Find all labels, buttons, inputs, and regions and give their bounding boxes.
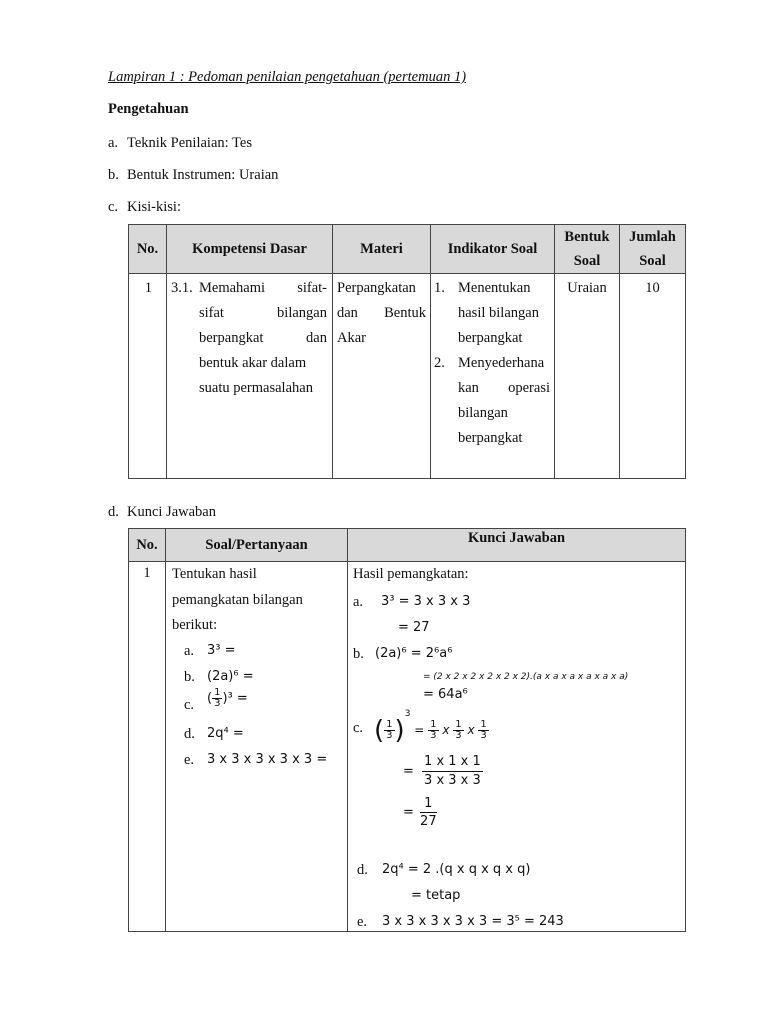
jumlah-line-1: Jumlah — [629, 229, 676, 245]
answer-d-line-1: 2q⁴ = 2 .(q x q x q x q) — [382, 862, 531, 877]
answer-e-line-1: 3 x 3 x 3 x 3 x 3 = 3⁵ = 243 — [382, 914, 564, 929]
indikator-number: 1. — [434, 280, 445, 296]
section-heading: Pengetahuan — [108, 101, 189, 117]
answer-c-line-3 — [403, 795, 437, 830]
soal-fraction-expression: ( $\frac{1}{3}$ )³ = — [207, 687, 248, 709]
fraction-denominator: 3 x 3 x 3 — [424, 773, 481, 788]
kisi-kisi-table — [128, 224, 686, 479]
kunci-jawaban-label: Kunci Jawaban — [127, 504, 216, 520]
kd-number: 3.1. — [171, 280, 193, 296]
soal-letter: c. — [184, 697, 195, 713]
bentuk-instrumen: Bentuk Instrumen: Uraian — [127, 167, 279, 183]
list-letter: d. — [108, 504, 119, 520]
answer-letter: c. — [353, 720, 364, 736]
power: 3 — [404, 709, 411, 719]
indikator-number: 2. — [434, 355, 445, 371]
col-header-no: No. — [129, 225, 167, 274]
soal-expression: 2q⁴ = — [207, 726, 244, 741]
fraction-numerator: 1 — [214, 687, 221, 698]
fraction-denominator: 3 — [480, 730, 487, 741]
table-cell-no — [129, 562, 166, 932]
kd-line: Memahami sifat- — [199, 280, 327, 296]
fraction-numerator: 1 — [430, 719, 437, 730]
col-header-indikator: Indikator Soal — [431, 225, 555, 274]
answer-c-line-1: ( $\frac{1}{3}$ )$^3$ = $\frac{1}{3}$ x $\frac{1}{3}$ x $\frac{1}{3}$ — [374, 709, 487, 746]
equals-sign: = — [403, 805, 414, 820]
kd-line: suatu permasalahan — [199, 380, 313, 396]
answer-b-line-2: = (2 x 2 x 2 x 2 x 2 x 2).(a x a x a x a x a x a) — [423, 672, 629, 682]
col-header-kompetensi: Kompetensi Dasar — [167, 225, 333, 274]
indikator-line: berpangkat — [458, 330, 523, 346]
indikator-line: Menentukan — [458, 280, 531, 296]
fraction-numerator: 1 — [420, 795, 437, 813]
times-sign: x — [442, 723, 450, 737]
answer-c-line-2 — [403, 753, 483, 790]
soal-letter: b. — [184, 669, 195, 685]
row-number: 1 — [144, 280, 152, 296]
soal-letter: e. — [184, 752, 195, 768]
indikator-line: kan operasi — [458, 380, 550, 396]
list-letter: c. — [108, 199, 119, 215]
list-letter: b. — [108, 167, 119, 183]
table-cell-no — [129, 274, 167, 479]
kd-line: sifat bilangan — [199, 305, 327, 321]
equals-sign: = — [403, 764, 414, 779]
materi-line: Akar — [337, 330, 366, 346]
table-cell-soal — [166, 562, 348, 932]
fraction-numerator: 1 x 1 x 1 — [422, 753, 483, 772]
kd-line: berpangkat dan — [199, 330, 327, 346]
answer-d-line-2: = tetap — [411, 888, 461, 903]
kunci-jawaban-table — [128, 528, 686, 932]
col-header-bentuk — [555, 225, 620, 274]
col-header-soal: Soal/Pertanyaan — [166, 529, 348, 562]
fraction-tail: ³ = — [227, 691, 248, 706]
col-header-no: No. — [129, 529, 166, 562]
col-header-materi: Materi — [333, 225, 431, 274]
answer-a-line-2: = 27 — [398, 620, 430, 635]
materi-line: Perpangkatan — [337, 280, 416, 296]
fraction-denominator: 3 — [214, 698, 221, 709]
soal-line: Tentukan hasil — [172, 566, 257, 582]
bentuk-line-1: Bentuk — [564, 229, 610, 245]
equals-sign: = — [414, 723, 425, 737]
answer-b-line-1: (2a)⁶ = 2⁶a⁶ — [375, 646, 453, 661]
times-sign: x — [467, 723, 475, 737]
fraction-denominator: 27 — [420, 814, 437, 829]
col-header-jumlah — [620, 225, 686, 274]
soal-letter: a. — [184, 643, 195, 659]
answer-intro: Hasil pemangkatan: — [353, 566, 469, 582]
indikator-line: bilangan — [458, 405, 508, 421]
teknik-penilaian: Teknik Penilaian: Tes — [127, 135, 252, 151]
jumlah-value: 10 — [645, 280, 660, 296]
fraction — [212, 688, 222, 709]
bentuk-line-2: Soal — [573, 253, 601, 269]
fraction-denominator: 3 — [455, 730, 462, 741]
answer-letter: e. — [357, 914, 368, 930]
soal-expression: (2a)⁶ = — [207, 669, 254, 684]
soal-expression: 3³ = — [207, 643, 236, 658]
soal-expression: 3 x 3 x 3 x 3 x 3 = — [207, 752, 328, 767]
fraction-denominator: 3 — [386, 730, 393, 741]
materi-line: dan Bentuk — [337, 305, 426, 321]
table-cell-jumlah — [620, 274, 686, 479]
indikator-line: hasil bilangan — [458, 305, 539, 321]
row-number: 1 — [143, 565, 151, 581]
table-cell-kunci — [348, 562, 686, 932]
table-cell-indikator — [431, 274, 555, 479]
answer-letter: a. — [353, 594, 364, 610]
bentuk-value: Uraian — [567, 280, 607, 296]
fraction-denominator: 3 — [430, 730, 437, 741]
jumlah-line-2: Soal — [639, 253, 666, 269]
soal-letter: d. — [184, 726, 195, 742]
list-letter: a. — [108, 135, 119, 151]
indikator-line: berpangkat — [458, 430, 523, 446]
kd-line: bentuk akar dalam — [199, 355, 307, 371]
answer-b-line-3: = 64a⁶ — [423, 687, 468, 702]
table-cell-bentuk — [555, 274, 620, 479]
soal-line: pemangkatan bilangan — [172, 592, 303, 608]
soal-line: berikut: — [172, 617, 218, 633]
fraction-numerator: 1 — [455, 719, 462, 730]
table-cell-materi — [333, 274, 431, 479]
fraction-numerator: 1 — [480, 719, 487, 730]
answer-letter: b. — [353, 646, 364, 662]
fraction-numerator: 1 — [386, 719, 393, 730]
table-cell-kompetensi — [167, 274, 333, 479]
kisi-kisi-label: Kisi-kisi: — [127, 199, 181, 215]
col-header-kunci: Kunci Jawaban — [348, 529, 686, 562]
answer-letter: d. — [357, 862, 368, 878]
answer-a-line-1: 3³ = 3 x 3 x 3 — [381, 594, 471, 609]
page-title: Lampiran 1 : Pedoman penilaian pengetahuan (pertemuan 1) — [108, 69, 467, 85]
indikator-line: Menyederhana — [458, 355, 545, 371]
